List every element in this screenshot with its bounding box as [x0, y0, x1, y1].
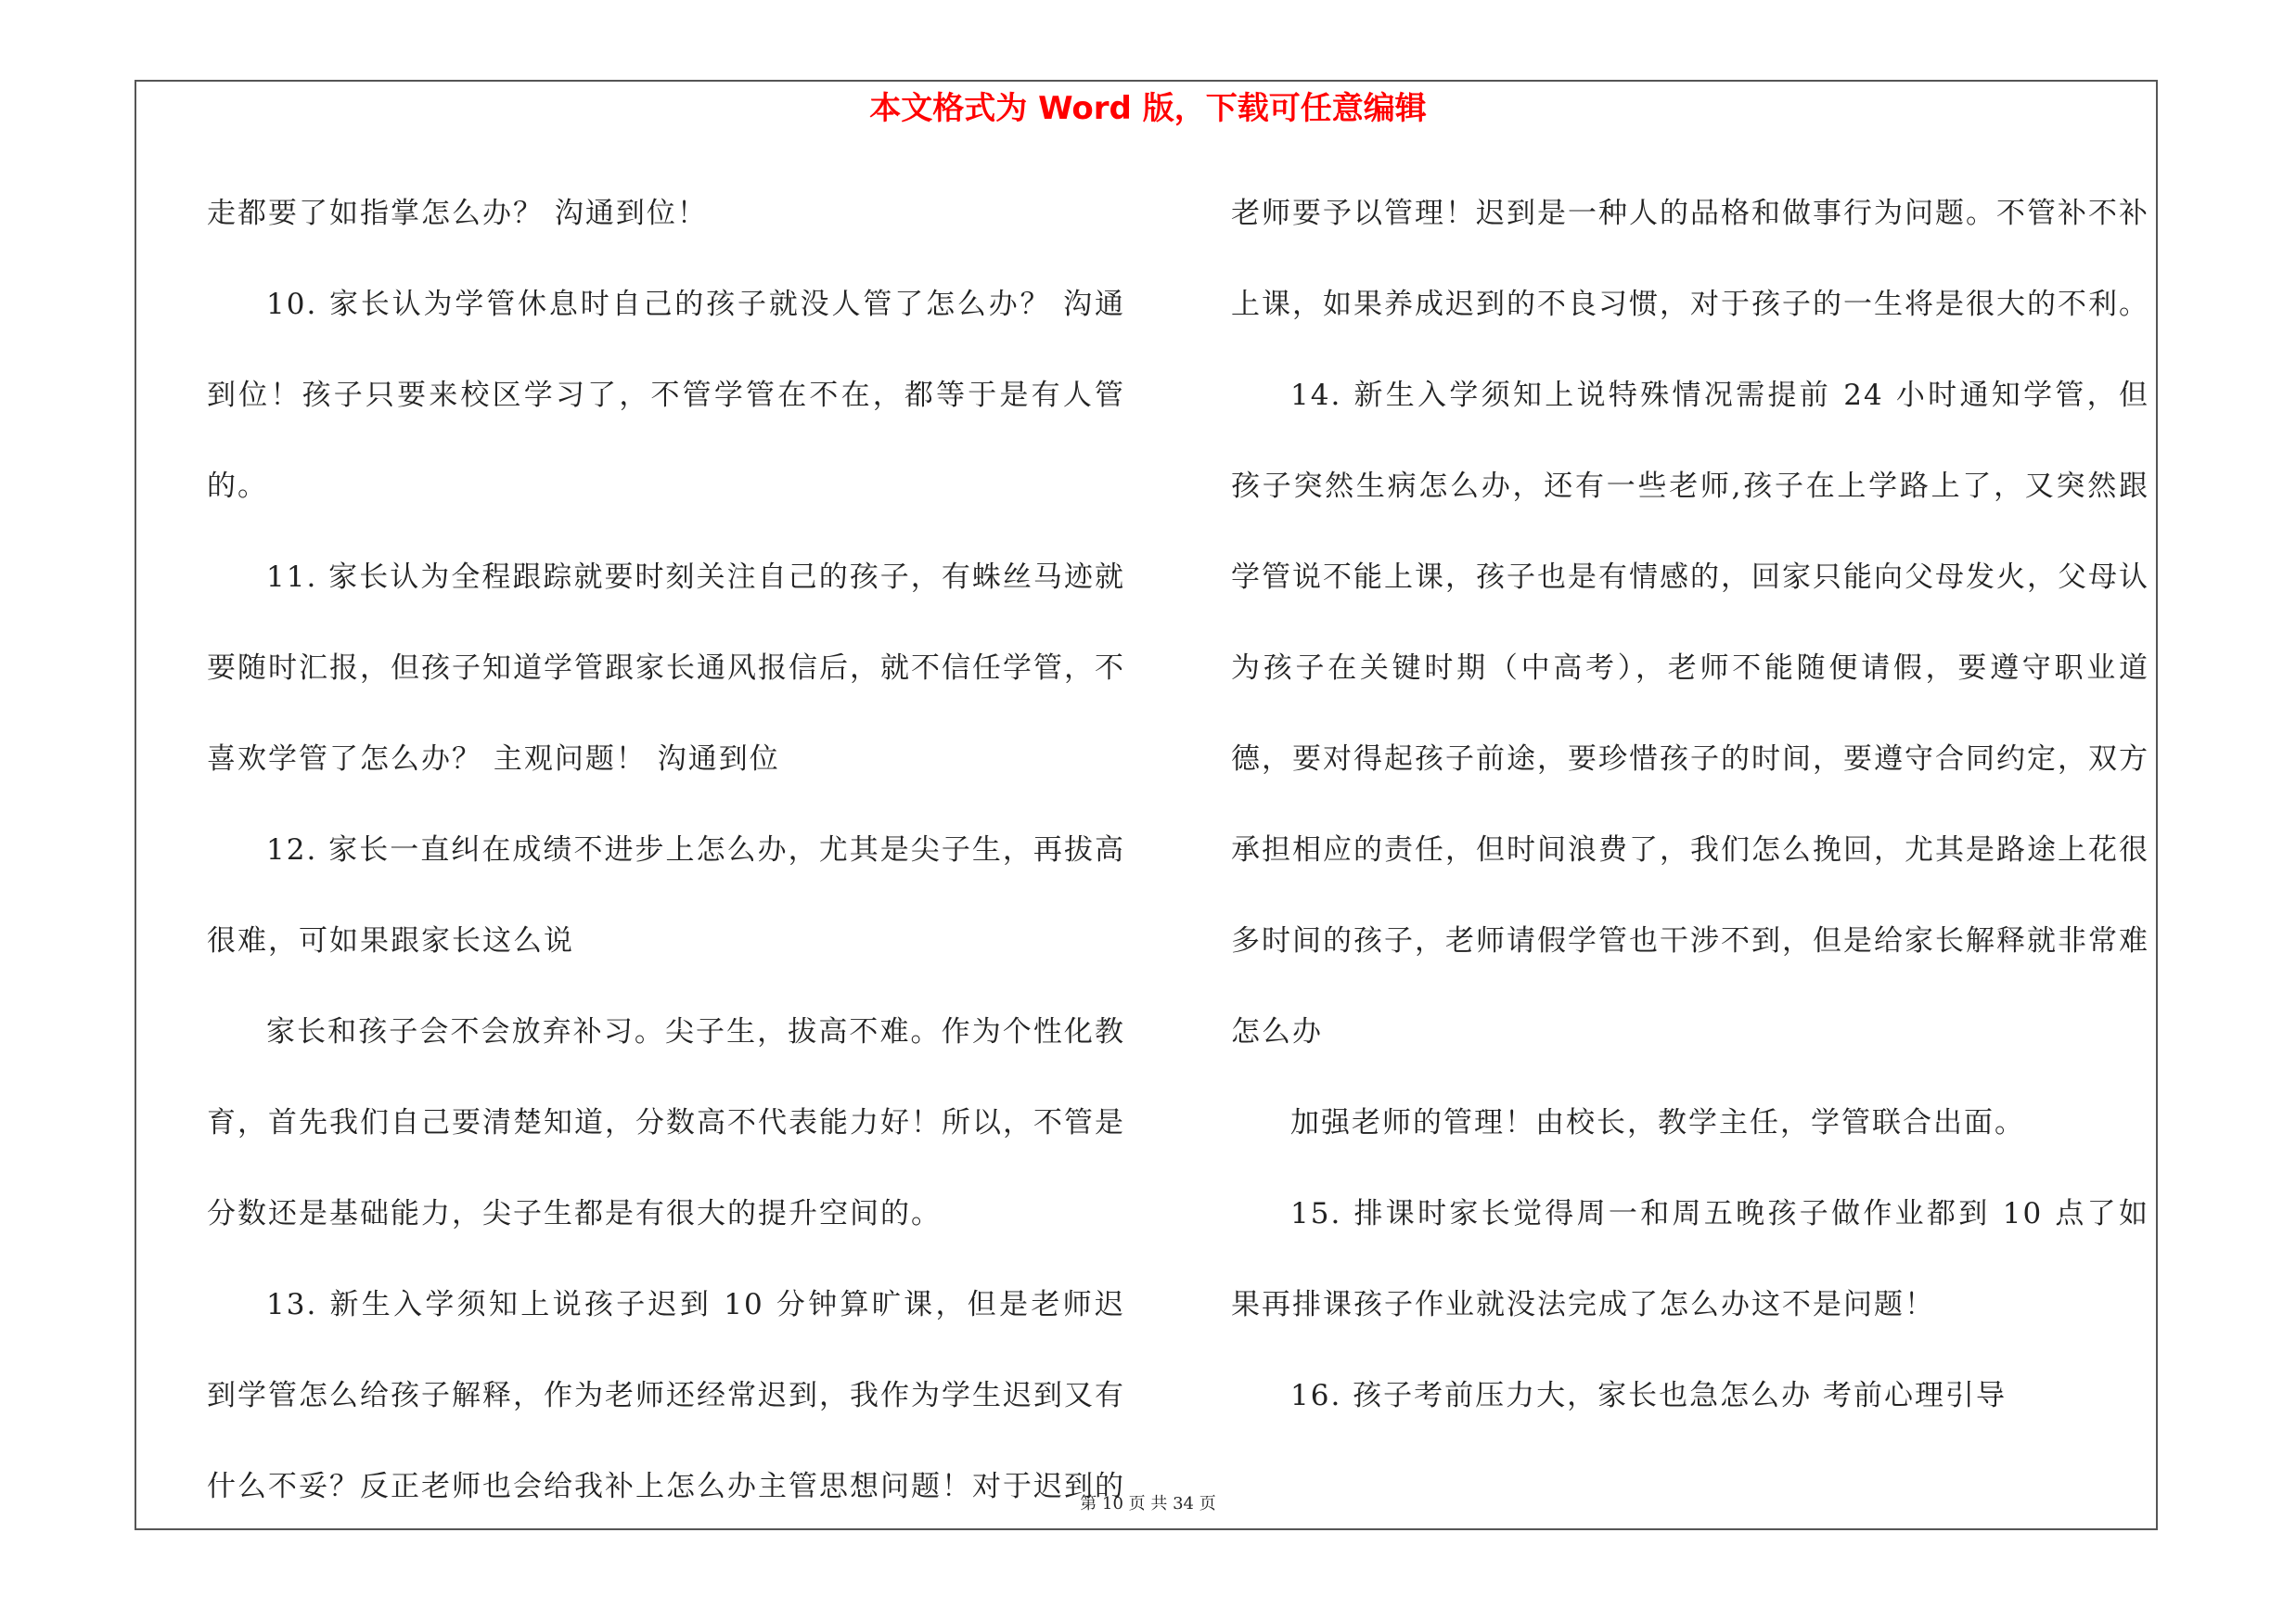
right-column	[1231, 168, 2149, 1441]
paragraph: 14. 新生入学须知上说特殊情况需提前 24 小时通知学管，但孩子突然生病怎么办，还有一些老师,孩子在上学路上了，又突然跟学管说不能上课，孩子也是有情感的，回家只能向父母发火，父母认为孩子在关键时期（中高考），老师不能随便请假，要遵守职业道德，要对得起孩子前途，要珍惜孩子的时间，要遵守合同约定，双方承担相应的责任，但时间浪费了，我们怎么挽回，尤其是路途上花很多时间的孩子，老师请假学管也干涉不到，但是给家长解释就非常难怎么办	[1231, 379, 2149, 1049]
paragraph: 走都要了如指掌怎么办？ 沟通到位！	[207, 197, 708, 230]
paragraph: 家长和孩子会不会放弃补习。尖子生，拔高不难。作为个性化教育，首先我们自己要清楚知道，分数高不代表能力好！所以，不管是分数还是基础能力，尖子生都是有很大的提升空间的。	[207, 1015, 1125, 1230]
paragraph: 12. 家长一直纠在成绩不进步上怎么办，尤其是尖子生，再拔高很难，可如果跟家长这么说	[207, 833, 1125, 958]
format-notice-banner: 本文格式为 Word 版，下载可任意编辑	[869, 90, 1427, 127]
left-column	[207, 168, 1125, 1532]
paragraph: 10. 家长认为学管休息时自己的孩子就没人管了怎么办？ 沟通到位！孩子只要来校区学习了，不管学管在不在，都等于是有人管的。	[207, 288, 1125, 503]
page-number-footer: 第 10 页 共 34 页	[1080, 1494, 1216, 1514]
paragraph: 11. 家长认为全程跟踪就要时刻关注自己的孩子，有蛛丝马迹就要随时汇报，但孩子知道学管跟家长通风报信后，就不信任学管，不喜欢学管了怎么办？ 主观问题！ 沟通到位	[207, 560, 1125, 776]
paragraph: 13. 新生入学须知上说孩子迟到 10 分钟算旷课，但是老师迟到学管怎么给孩子解释，作为老师还经常迟到，我作为学生迟到又有什么不妥？反正老师也会给我补上怎么办主管思想问题！对于迟到的	[207, 1288, 1125, 1503]
paragraph: 老师要予以管理！迟到是一种人的品格和做事行为问题。不管补不补上课，如果养成迟到的不良习惯，对于孩子的一生将是很大的不利。	[1231, 197, 2149, 321]
paragraph: 15. 排课时家长觉得周一和周五晚孩子做作业都到 10 点了如果再排课孩子作业就没法完成了怎么办这不是问题！	[1231, 1197, 2149, 1321]
paragraph: 16. 孩子考前压力大，家长也急怎么办 考前心理引导	[1290, 1379, 2007, 1412]
paragraph: 加强老师的管理！由校长，教学主任，学管联合出面。	[1290, 1106, 2025, 1140]
